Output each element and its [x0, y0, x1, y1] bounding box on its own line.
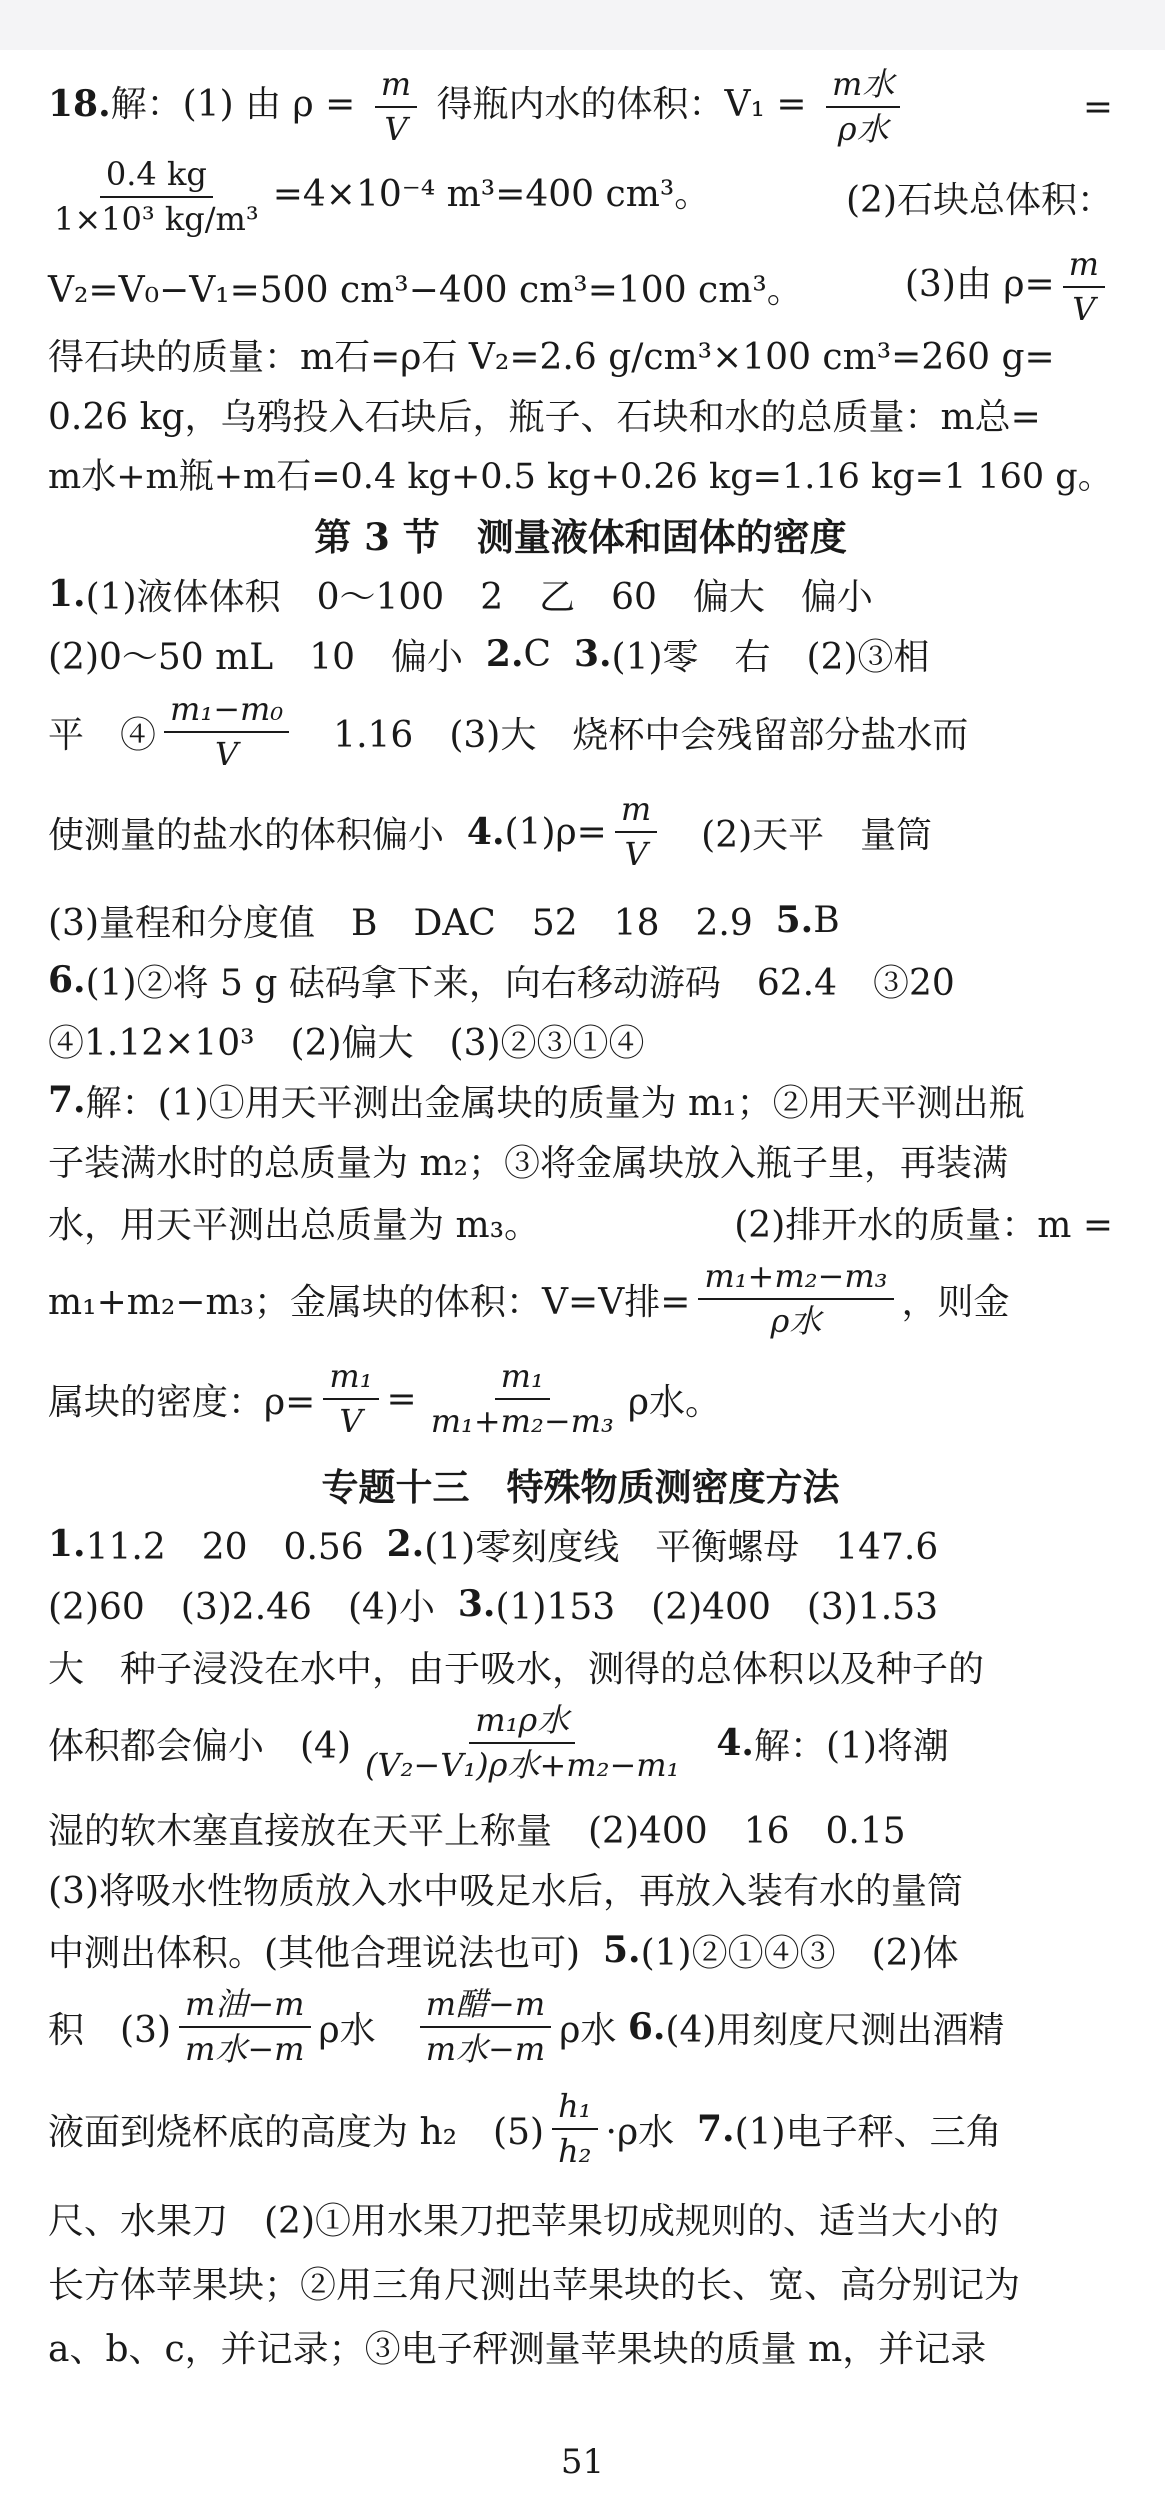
text-line	[48, 2084, 1113, 2174]
text-line	[48, 1130, 1113, 1190]
fraction	[48, 154, 265, 238]
text-segment: 中测出体积。(其他合理说法也可)	[48, 1932, 581, 1974]
text-segment: V₂=V₀−V₁=500 cm³−400 cm³=100 cm³。	[48, 269, 803, 311]
text-line	[48, 624, 1113, 684]
text-segment: (3)将吸水性物质放入水中吸足水后，再放入装有水的量筒	[48, 1870, 963, 1912]
question-number: 3.	[573, 633, 612, 675]
fraction	[375, 64, 417, 148]
text-line	[48, 444, 1113, 504]
fraction-denominator: ρ水	[837, 110, 889, 148]
text-segment: a、b、c，并记录；③电子秤测量苹果块的质量 m，并记录	[48, 2328, 987, 2370]
question-number: 2.	[386, 1523, 425, 1565]
question-number: 6.	[48, 959, 86, 1001]
text-segment: 解：(1)将潮	[753, 1725, 949, 1767]
text-segment: C	[523, 633, 552, 675]
fraction-numerator: m₁−m₀	[164, 692, 289, 733]
question-number: 6.	[627, 2006, 666, 2048]
fraction-denominator: 1×10³ kg/m³	[54, 200, 259, 238]
page-number: 51	[560, 2442, 605, 2482]
fraction-denominator: ρ水	[770, 1302, 822, 1340]
text-segment: 体积都会偏小 (4)	[48, 1725, 351, 1767]
text-line	[48, 1798, 1113, 1858]
text-segment: (2)石块总体积：	[846, 179, 1113, 221]
fraction	[164, 689, 289, 773]
text-segment: (1)②将 5 g 砝码拿下来，向右移动游码 62.4 ③20	[85, 962, 955, 1004]
fraction-denominator: h₂	[558, 2132, 592, 2170]
text-segment: =	[1082, 86, 1113, 128]
fraction	[552, 2086, 597, 2170]
text-segment: 尺、水果刀 (2)①用水果刀把苹果切成规则的、适当大小的	[48, 2200, 999, 2242]
text-segment: (3)由 ρ=	[904, 264, 1055, 305]
text-line	[48, 890, 1113, 950]
text-line	[48, 1190, 1113, 1254]
text-line	[48, 564, 1113, 624]
fraction	[826, 64, 900, 148]
fraction	[698, 1256, 893, 1340]
fraction-denominator: V	[624, 835, 648, 873]
text-segment: (1)零 右 (2)③相	[611, 636, 930, 678]
text-segment: (1)ρ=	[504, 811, 607, 853]
text-segment: 使测量的盐水的体积偏小	[48, 814, 445, 856]
text-segment: 1.16 (3)大 烧杯中会残留部分盐水而	[297, 714, 969, 756]
text-segment: (2)排开水的质量：m =	[734, 1204, 1113, 1246]
text-line	[48, 1918, 1113, 1982]
text-segment: ·ρ水	[605, 2111, 675, 2153]
question-number: 7.	[48, 1079, 86, 1121]
question-number: 5.	[775, 899, 814, 941]
fraction-denominator: V	[384, 110, 408, 148]
text-segment: 水，用天平测出总质量为 m₃。	[48, 1204, 541, 1246]
text-line	[48, 1858, 1113, 1918]
fraction-denominator: (V₂−V₁)ρ水+m₂−m₁	[365, 1746, 680, 1784]
text-line	[48, 384, 1113, 444]
text-line	[48, 324, 1113, 384]
text-line	[48, 242, 1113, 332]
text-segment: 长方体苹果块；②用三角尺测出苹果块的长、宽、高分别记为	[48, 2264, 1021, 2306]
text-line	[48, 1070, 1113, 1130]
text-line	[48, 152, 1113, 242]
question-number: 18.	[48, 83, 111, 125]
question-number: 7.	[697, 2108, 735, 2150]
fraction-denominator: m水−m	[425, 2030, 546, 2068]
text-segment: 湿的软木塞直接放在天平上称量 (2)400 16 0.15	[48, 1810, 906, 1852]
text-segment: 子装满水时的总质量为 m₂；③将金属块放入瓶子里，再装满	[48, 1142, 1009, 1184]
text-line	[48, 62, 1113, 152]
text-segment: 大 种子浸没在水中，由于吸水，测得的总体积以及种子的	[48, 1648, 985, 1690]
text-line	[48, 787, 1113, 877]
fraction-denominator: V	[215, 735, 239, 773]
fraction-numerator: m	[1063, 247, 1105, 288]
text-segment: ④1.12×10³ (2)偏大 (3)②③①④	[48, 1022, 645, 1064]
text-segment: m水+m瓶+m石=0.4 kg+0.5 kg+0.26 kg=1.16 kg=1 160 g。	[48, 457, 1113, 497]
fraction-denominator: V	[339, 1402, 363, 1440]
text-segment: 得石块的质量：m石=ρ石 V₂=2.6 g/cm³×100 cm³=260 g=	[48, 336, 1055, 378]
text-segment: (2)天平 量筒	[665, 814, 933, 856]
section-title: 专题十三 特殊物质测密度方法	[321, 1465, 840, 1509]
fraction-denominator: V	[1072, 290, 1096, 328]
text-line	[48, 1982, 1113, 2072]
fraction	[425, 1356, 620, 1440]
text-segment: (2)0～50 mL 10 偏小	[48, 636, 464, 678]
text-segment: (1)零刻度线 平衡螺母 147.6	[424, 1526, 939, 1568]
question-number: 5.	[602, 1929, 641, 1971]
text-segment: ρ水	[318, 2009, 412, 2051]
text-segment: B	[813, 899, 840, 941]
question-number: 2.	[485, 633, 524, 675]
fraction	[615, 789, 657, 873]
fraction-numerator: m	[375, 67, 417, 108]
text-segment: 11.2 20 0.56	[85, 1526, 364, 1568]
top-margin-strip	[0, 0, 1165, 50]
fraction-numerator: m	[615, 792, 657, 833]
fraction-numerator: m₁+m₂−m₃	[698, 1259, 893, 1300]
text-line	[48, 1698, 1113, 1788]
text-line	[48, 1354, 1113, 1444]
fraction-numerator: m油−m	[179, 1987, 311, 2028]
text-segment: 属块的密度：ρ=	[48, 1381, 316, 1423]
text-line	[48, 950, 1113, 1010]
text-segment: (1)电子秤、三角	[734, 2111, 1002, 2153]
text-segment: m₁+m₂−m₃；金属块的体积：V=V排=	[48, 1281, 691, 1323]
fraction-numerator: m水	[826, 67, 900, 108]
question-number: 4.	[466, 811, 505, 853]
fraction-numerator: m₁ρ水	[469, 1703, 575, 1744]
text-segment: ρ水。	[627, 1381, 721, 1423]
fraction	[1063, 244, 1105, 328]
text-line	[48, 1514, 1113, 1574]
fraction	[179, 1984, 311, 2068]
text-segment: 解：(1) 由 ρ =	[110, 84, 367, 125]
fraction	[359, 1700, 685, 1784]
text-segment: ，则金	[901, 1281, 1010, 1323]
text-segment: (1)153 (2)400 (3)1.53	[495, 1586, 939, 1628]
text-segment: (1)②①④③ (2)体	[640, 1932, 959, 1974]
text-segment: 得瓶内水的体积：V₁ =	[425, 84, 819, 125]
text-line	[48, 2250, 1113, 2314]
question-number: 4.	[716, 1722, 754, 1764]
text-line	[48, 1010, 1113, 1070]
text-segment: 0.26 kg，乌鸦投入石块后，瓶子、石块和水的总质量：m总=	[48, 396, 1041, 438]
section-title: 第 3 节 测量液体和固体的密度	[314, 515, 847, 559]
fraction-denominator: m水−m	[185, 2030, 305, 2068]
fraction-numerator: m₁	[495, 1359, 550, 1400]
fraction-numerator: 0.4 kg	[100, 157, 213, 198]
text-segment: =	[386, 1378, 417, 1420]
question-number: 1.	[48, 1523, 86, 1565]
fraction-numerator: h₁	[552, 2089, 597, 2130]
text-segment: (2)60 (3)2.46 (4)小	[48, 1586, 435, 1628]
fraction	[323, 1356, 378, 1440]
text-line	[48, 2314, 1113, 2378]
text-segment: 液面到烧杯底的高度为 h₂ (5)	[48, 2111, 545, 2153]
section-heading	[48, 504, 1113, 564]
text-line	[48, 687, 1113, 777]
text-segment: (1)液体体积 0～100 2 乙 60 偏大 偏小	[85, 576, 873, 618]
section-heading	[48, 1454, 1113, 1514]
question-number: 3.	[457, 1583, 496, 1625]
text-segment: 平 ④	[48, 714, 157, 756]
text-segment: 解：(1)①用天平测出金属块的质量为 m₁；②用天平测出瓶	[85, 1082, 1025, 1124]
text-segment: (4)用刻度尺测出酒精	[665, 2009, 1005, 2051]
fraction-numerator: m醋−m	[420, 1987, 552, 2028]
fraction-denominator: m₁+m₂−m₃	[430, 1402, 614, 1440]
text-segment: 积 (3)	[48, 2009, 171, 2051]
text-line	[48, 1634, 1113, 1698]
question-number: 1.	[48, 573, 86, 615]
text-segment: (3)量程和分度值 B DAC 52 18 2.9	[48, 902, 753, 944]
fraction	[420, 1984, 552, 2068]
text-line	[48, 1254, 1113, 1344]
text-segment: ρ水	[559, 2009, 617, 2051]
fraction-numerator: m₁	[323, 1359, 378, 1400]
text-segment: =4×10⁻⁴ m³=400 cm³。	[272, 174, 711, 215]
text-line	[48, 1574, 1113, 1634]
text-line	[48, 2186, 1113, 2250]
